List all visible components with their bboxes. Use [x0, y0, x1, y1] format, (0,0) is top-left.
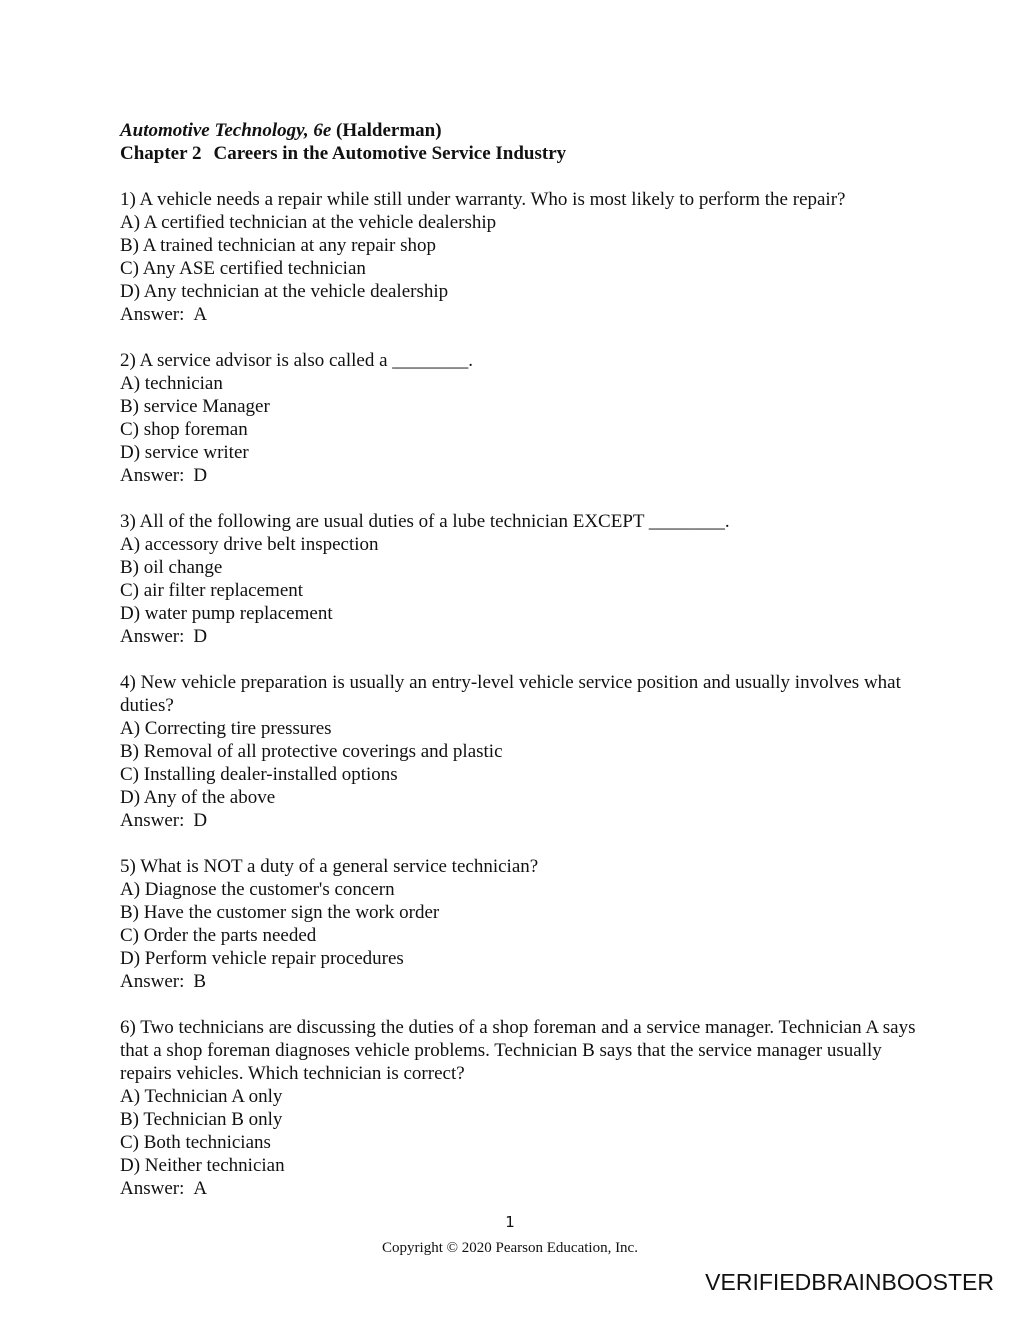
answer-option: D) Any of the above [120, 787, 276, 808]
chapter-title: Careers in the Automotive Service Industry [213, 143, 567, 164]
document-body [120, 119, 920, 1200]
answer-key [120, 464, 920, 487]
chapter-label: Chapter 2 [120, 143, 202, 164]
question-1 [120, 188, 920, 326]
answer-option: D) water pump replacement [120, 603, 333, 624]
answer-option: A) Technician A only [120, 1086, 283, 1107]
answer-option: C) Order the parts needed [120, 925, 317, 946]
question-3 [120, 510, 920, 648]
answer-option: D) service writer [120, 442, 249, 463]
answer-value: D [193, 626, 208, 647]
answer-option: A) Correcting tire pressures [120, 718, 332, 739]
question-prompt: 2) A service advisor is also called a ________. [120, 350, 474, 371]
question-prompt: 5) What is NOT a duty of a general service technician? [120, 856, 539, 877]
answer-option: C) shop foreman [120, 419, 248, 440]
question-2 [120, 349, 920, 487]
answer-label: Answer: [120, 810, 185, 831]
answer-option: C) Installing dealer-installed options [120, 764, 398, 785]
answer-option: B) oil change [120, 557, 223, 578]
question-prompt: 4) New vehicle preparation is usually an entry-level vehicle service position and usually involves what duties? [120, 672, 906, 716]
question-prompt: 3) All of the following are usual duties of a lube technician EXCEPT ________. [120, 511, 730, 532]
answer-label: Answer: [120, 971, 185, 992]
answer-key [120, 809, 920, 832]
answer-label: Answer: [120, 626, 185, 647]
answer-label: Answer: [120, 1178, 185, 1199]
chapter-heading [120, 142, 920, 165]
answer-option: A) accessory drive belt inspection [120, 534, 379, 555]
answer-value: D [193, 465, 208, 486]
answer-option: B) Removal of all protective coverings and plastic [120, 741, 503, 762]
answer-value: B [193, 971, 207, 992]
question-6 [120, 1016, 920, 1200]
page-number: 1 [505, 1213, 515, 1231]
answer-value: A [193, 304, 208, 325]
answer-key [120, 625, 920, 648]
book-title-line [120, 119, 920, 142]
answer-label: Answer: [120, 304, 185, 325]
answer-label: Answer: [120, 465, 185, 486]
copyright-notice: Copyright © 2020 Pearson Education, Inc. [382, 1240, 638, 1256]
answer-option: B) service Manager [120, 396, 270, 417]
answer-option: A) Diagnose the customer's concern [120, 879, 395, 900]
question-prompt: 6) Two technicians are discussing the duties of a shop foreman and a service manager. Technician A says that a shop foreman diagnoses vehicle problems. Technician B says that the service manager usually repairs vehicles. Which technician is correct? [120, 1017, 921, 1084]
answer-value: A [193, 1178, 208, 1199]
answer-key [120, 1177, 920, 1200]
question-5 [120, 855, 920, 993]
answer-option: D) Any technician at the vehicle dealership [120, 281, 449, 302]
answer-option: D) Perform vehicle repair procedures [120, 948, 404, 969]
question-prompt: 1) A vehicle needs a repair while still under warranty. Who is most likely to perform the repair? [120, 189, 846, 210]
book-author: (Halderman) [336, 120, 442, 141]
answer-key [120, 970, 920, 993]
answer-key [120, 303, 920, 326]
book-title: Automotive Technology, 6e [120, 120, 332, 141]
answer-option: B) A trained technician at any repair shop [120, 235, 437, 256]
question-4 [120, 671, 920, 832]
watermark-text: VERIFIEDBRAINBOOSTER [705, 1269, 994, 1295]
answer-option: B) Technician B only [120, 1109, 283, 1130]
answer-option: D) Neither technician [120, 1155, 285, 1176]
answer-option: C) Both technicians [120, 1132, 271, 1153]
answer-option: B) Have the customer sign the work order [120, 902, 440, 923]
answer-value: D [193, 810, 208, 831]
answer-option: A) A certified technician at the vehicle dealership [120, 212, 497, 233]
answer-option: A) technician [120, 373, 223, 394]
answer-option: C) air filter replacement [120, 580, 304, 601]
answer-option: C) Any ASE certified technician [120, 258, 366, 279]
